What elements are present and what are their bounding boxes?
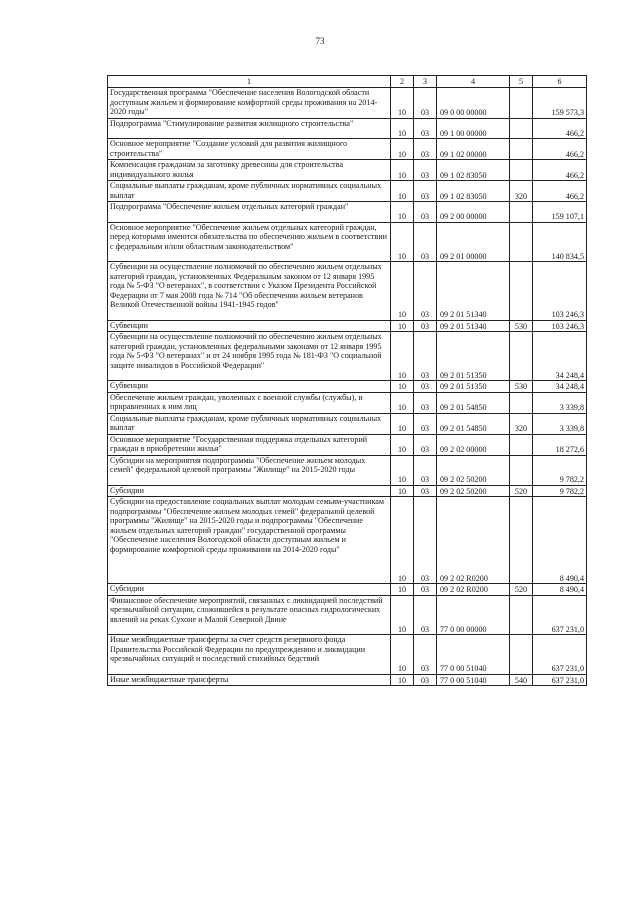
row-expense-type-cell: 320	[510, 413, 533, 434]
row-amount-cell: 18 272,6	[533, 434, 587, 455]
row-amount-cell: 140 834,5	[533, 222, 587, 262]
table-row	[108, 88, 587, 119]
table-row	[108, 222, 587, 262]
row-name-cell: Субвенции на осуществление полномочий по обеспечению жильем отдельных категорий граждан, установленных Федеральным законом от 12 января 1995 года № 5-ФЗ "О ветеранах", в соответствии с Указом Президента Российской Федерации от 7 мая 2008 года № 714 "Об обеспечении жильем ветеранов Великой Отечественной войны 1941-1945 годов"	[108, 262, 391, 321]
row-expense-type-cell: 530	[510, 320, 533, 332]
table-row	[108, 262, 587, 321]
row-code-subsection-cell: 03	[414, 595, 437, 635]
table-row	[108, 118, 587, 139]
row-expense-type-cell	[510, 202, 533, 223]
row-amount-cell: 466,2	[533, 139, 587, 160]
row-name-cell: Иные межбюджетные трансферты за счет средств резервного фонда Правительства Российской Федерации по предупреждению и ликвидации чрезвычайных ситуаций и последствий стихийных бедствий	[108, 635, 391, 675]
table-row	[108, 392, 587, 413]
row-code-section-cell: 10	[391, 392, 414, 413]
row-name-cell: Основное мероприятие "Создание условий для развития жилищного строительства"	[108, 139, 391, 160]
row-code-subsection-cell: 03	[414, 485, 437, 497]
row-name-cell: Субвенции на осуществление полномочий по обеспечению жильем отдельных категорий граждан, установленных федеральными законами от 12 января 1995 года № 5-ФЗ "О ветеранах" и от 24 ноября 1995 года № 181-ФЗ "О социальной защите инвалидов в Российской Федерации"	[108, 332, 391, 381]
row-name-cell: Социальные выплаты гражданам, кроме публичных нормативных социальных выплат	[108, 413, 391, 434]
row-code-subsection-cell: 03	[414, 674, 437, 686]
column-header-5: 5	[510, 76, 533, 88]
row-name-cell: Подпрограмма "Стимулирование развития жилищного строительства"	[108, 118, 391, 139]
row-code-subsection-cell: 03	[414, 202, 437, 223]
row-code-section-cell: 10	[391, 455, 414, 485]
row-code-section-cell: 10	[391, 202, 414, 223]
table-row	[108, 202, 587, 223]
row-code-section-cell: 10	[391, 118, 414, 139]
column-header-4: 4	[437, 76, 510, 88]
row-code-subsection-cell: 03	[414, 434, 437, 455]
column-header-6: 6	[533, 76, 587, 88]
page-number: 73	[315, 36, 325, 46]
row-target-article-cell: 09 1 00 00000	[437, 118, 510, 139]
row-code-subsection-cell: 03	[414, 584, 437, 596]
row-target-article-cell: 09 2 02 50200	[437, 455, 510, 485]
row-expense-type-cell: 320	[510, 181, 533, 202]
table-row	[108, 413, 587, 434]
row-expense-type-cell	[510, 262, 533, 321]
row-name-cell: Подпрограмма "Обеспечение жильем отдельных категорий граждан"	[108, 202, 391, 223]
table-row	[108, 139, 587, 160]
row-code-section-cell: 10	[391, 160, 414, 181]
row-expense-type-cell	[510, 222, 533, 262]
row-code-subsection-cell: 03	[414, 222, 437, 262]
row-name-cell: Финансовое обеспечение мероприятий, связанных с ликвидацией последствий чрезвычайной ситуации, сложившейся в результате опасных гидрологических явлений на реках Сухоне и Малой Северной Двине	[108, 595, 391, 635]
row-expense-type-cell	[510, 332, 533, 381]
row-code-section-cell: 10	[391, 674, 414, 686]
table-row	[108, 320, 587, 332]
row-expense-type-cell: 530	[510, 381, 533, 393]
row-amount-cell: 637 231,0	[533, 635, 587, 675]
table-row	[108, 160, 587, 181]
row-amount-cell: 637 231,0	[533, 674, 587, 686]
row-name-cell: Основное мероприятие "Обеспечение жильем отдельных категорий граждан, перед которыми имеются обязательства по обеспечению жильем в соответствии с федеральным и/или областным законодательством"	[108, 222, 391, 262]
row-amount-cell: 34 248,4	[533, 381, 587, 393]
row-target-article-cell: 09 2 01 51340	[437, 320, 510, 332]
row-expense-type-cell: 520	[510, 485, 533, 497]
row-amount-cell: 34 248,4	[533, 332, 587, 381]
row-target-article-cell: 09 2 01 51340	[437, 262, 510, 321]
table-row	[108, 584, 587, 596]
table-row	[108, 181, 587, 202]
row-code-subsection-cell: 03	[414, 332, 437, 381]
row-code-section-cell: 10	[391, 262, 414, 321]
row-expense-type-cell	[510, 88, 533, 119]
row-code-section-cell: 10	[391, 485, 414, 497]
table-row	[108, 485, 587, 497]
row-amount-cell: 8 490,4	[533, 497, 587, 584]
row-target-article-cell: 09 2 01 51350	[437, 332, 510, 381]
row-amount-cell: 637 231,0	[533, 595, 587, 635]
row-code-section-cell: 10	[391, 222, 414, 262]
row-amount-cell: 159 107,1	[533, 202, 587, 223]
row-code-subsection-cell: 03	[414, 88, 437, 119]
column-header-2: 2	[391, 76, 414, 88]
row-amount-cell: 8 490,4	[533, 584, 587, 596]
column-header-1: 1	[108, 76, 391, 88]
row-amount-cell: 9 782,2	[533, 455, 587, 485]
row-name-cell: Субсидии на предоставление социальных выплат молодым семьям-участникам подпрограммы "Обеспечение жильем молодых семей" федеральной целевой программы "Жилище" на 2015-2020 годы и подпрограммы "Обеспечение жильем отдельных категорий граждан" государственной программы "Обеспечение населения Вологодской области доступным жильем и формирование комфортной среды проживания на 2014-2020 годы"	[108, 497, 391, 584]
row-target-article-cell: 09 2 01 54850	[437, 392, 510, 413]
row-code-section-cell: 10	[391, 635, 414, 675]
row-target-article-cell: 09 1 02 83050	[437, 181, 510, 202]
row-code-subsection-cell: 03	[414, 320, 437, 332]
column-header-3: 3	[414, 76, 437, 88]
row-expense-type-cell: 520	[510, 584, 533, 596]
row-code-subsection-cell: 03	[414, 181, 437, 202]
row-name-cell: Государственная программа "Обеспечение населения Вологодской области доступным жильем и формирование комфортной среды проживания на 2014-2020 годы"	[108, 88, 391, 119]
row-code-section-cell: 10	[391, 434, 414, 455]
row-name-cell: Субвенции	[108, 320, 391, 332]
row-code-section-cell: 10	[391, 584, 414, 596]
table-row	[108, 455, 587, 485]
row-code-section-cell: 10	[391, 88, 414, 119]
row-code-section-cell: 10	[391, 320, 414, 332]
row-expense-type-cell	[510, 139, 533, 160]
row-code-subsection-cell: 03	[414, 392, 437, 413]
row-expense-type-cell: 540	[510, 674, 533, 686]
row-target-article-cell: 09 2 02 50200	[437, 485, 510, 497]
row-target-article-cell: 09 2 02 R0200	[437, 584, 510, 596]
row-expense-type-cell	[510, 434, 533, 455]
row-expense-type-cell	[510, 497, 533, 584]
row-code-subsection-cell: 03	[414, 413, 437, 434]
row-code-subsection-cell: 03	[414, 118, 437, 139]
row-amount-cell: 9 782,2	[533, 485, 587, 497]
row-name-cell: Основное мероприятие "Государственная поддержка отдельных категорий граждан в приобретении жилья"	[108, 434, 391, 455]
row-expense-type-cell	[510, 595, 533, 635]
row-code-section-cell: 10	[391, 413, 414, 434]
row-target-article-cell: 09 2 01 51350	[437, 381, 510, 393]
table-row	[108, 434, 587, 455]
row-amount-cell: 466,2	[533, 160, 587, 181]
row-target-article-cell: 09 2 01 00000	[437, 222, 510, 262]
row-code-section-cell: 10	[391, 497, 414, 584]
row-target-article-cell: 77 0 00 00000	[437, 595, 510, 635]
row-expense-type-cell	[510, 392, 533, 413]
row-target-article-cell: 09 1 02 00000	[437, 139, 510, 160]
row-code-section-cell: 10	[391, 595, 414, 635]
row-amount-cell: 103 246,3	[533, 320, 587, 332]
row-code-section-cell: 10	[391, 381, 414, 393]
table-row	[108, 595, 587, 635]
row-code-section-cell: 10	[391, 139, 414, 160]
row-expense-type-cell	[510, 635, 533, 675]
table-row	[108, 497, 587, 584]
row-amount-cell: 103 246,3	[533, 262, 587, 321]
table-row	[108, 332, 587, 381]
row-expense-type-cell	[510, 118, 533, 139]
row-code-subsection-cell: 03	[414, 497, 437, 584]
row-name-cell: Компенсация гражданам за заготовку древесины для строительства индивидуального жилья	[108, 160, 391, 181]
table-header-row	[108, 76, 587, 88]
row-amount-cell: 466,2	[533, 181, 587, 202]
row-code-subsection-cell: 03	[414, 635, 437, 675]
row-target-article-cell: 09 1 02 83050	[437, 160, 510, 181]
budget-table	[107, 75, 587, 686]
row-code-subsection-cell: 03	[414, 160, 437, 181]
row-name-cell: Субсидии	[108, 485, 391, 497]
row-amount-cell: 3 339,8	[533, 392, 587, 413]
row-amount-cell: 466,2	[533, 118, 587, 139]
row-target-article-cell: 09 2 02 R0200	[437, 497, 510, 584]
row-name-cell: Социальные выплаты гражданам, кроме публичных нормативных социальных выплат	[108, 181, 391, 202]
table-body	[108, 88, 587, 686]
row-expense-type-cell	[510, 160, 533, 181]
row-code-subsection-cell: 03	[414, 262, 437, 321]
row-target-article-cell: 77 0 00 51040	[437, 635, 510, 675]
row-code-section-cell: 10	[391, 181, 414, 202]
row-code-subsection-cell: 03	[414, 139, 437, 160]
row-code-section-cell: 10	[391, 332, 414, 381]
table-row	[108, 381, 587, 393]
row-name-cell: Иные межбюджетные трансферты	[108, 674, 391, 686]
row-amount-cell: 159 573,3	[533, 88, 587, 119]
table-row	[108, 674, 587, 686]
row-target-article-cell: 09 0 00 00000	[437, 88, 510, 119]
row-amount-cell: 3 339,8	[533, 413, 587, 434]
row-target-article-cell: 09 2 01 54850	[437, 413, 510, 434]
row-target-article-cell: 09 2 00 00000	[437, 202, 510, 223]
row-code-subsection-cell: 03	[414, 381, 437, 393]
row-code-subsection-cell: 03	[414, 455, 437, 485]
table-row	[108, 635, 587, 675]
row-name-cell: Обеспечение жильем граждан, уволенных с военной службы (службы), и приравненных к ним лиц	[108, 392, 391, 413]
row-name-cell: Субсидии на мероприятия подпрограммы "Обеспечение жильем молодых семей" федеральной целевой программы "Жилище" на 2015-2020 годы	[108, 455, 391, 485]
row-name-cell: Субсидии	[108, 584, 391, 596]
row-expense-type-cell	[510, 455, 533, 485]
row-target-article-cell: 09 2 02 00000	[437, 434, 510, 455]
row-name-cell: Субвенции	[108, 381, 391, 393]
row-target-article-cell: 77 0 00 51040	[437, 674, 510, 686]
